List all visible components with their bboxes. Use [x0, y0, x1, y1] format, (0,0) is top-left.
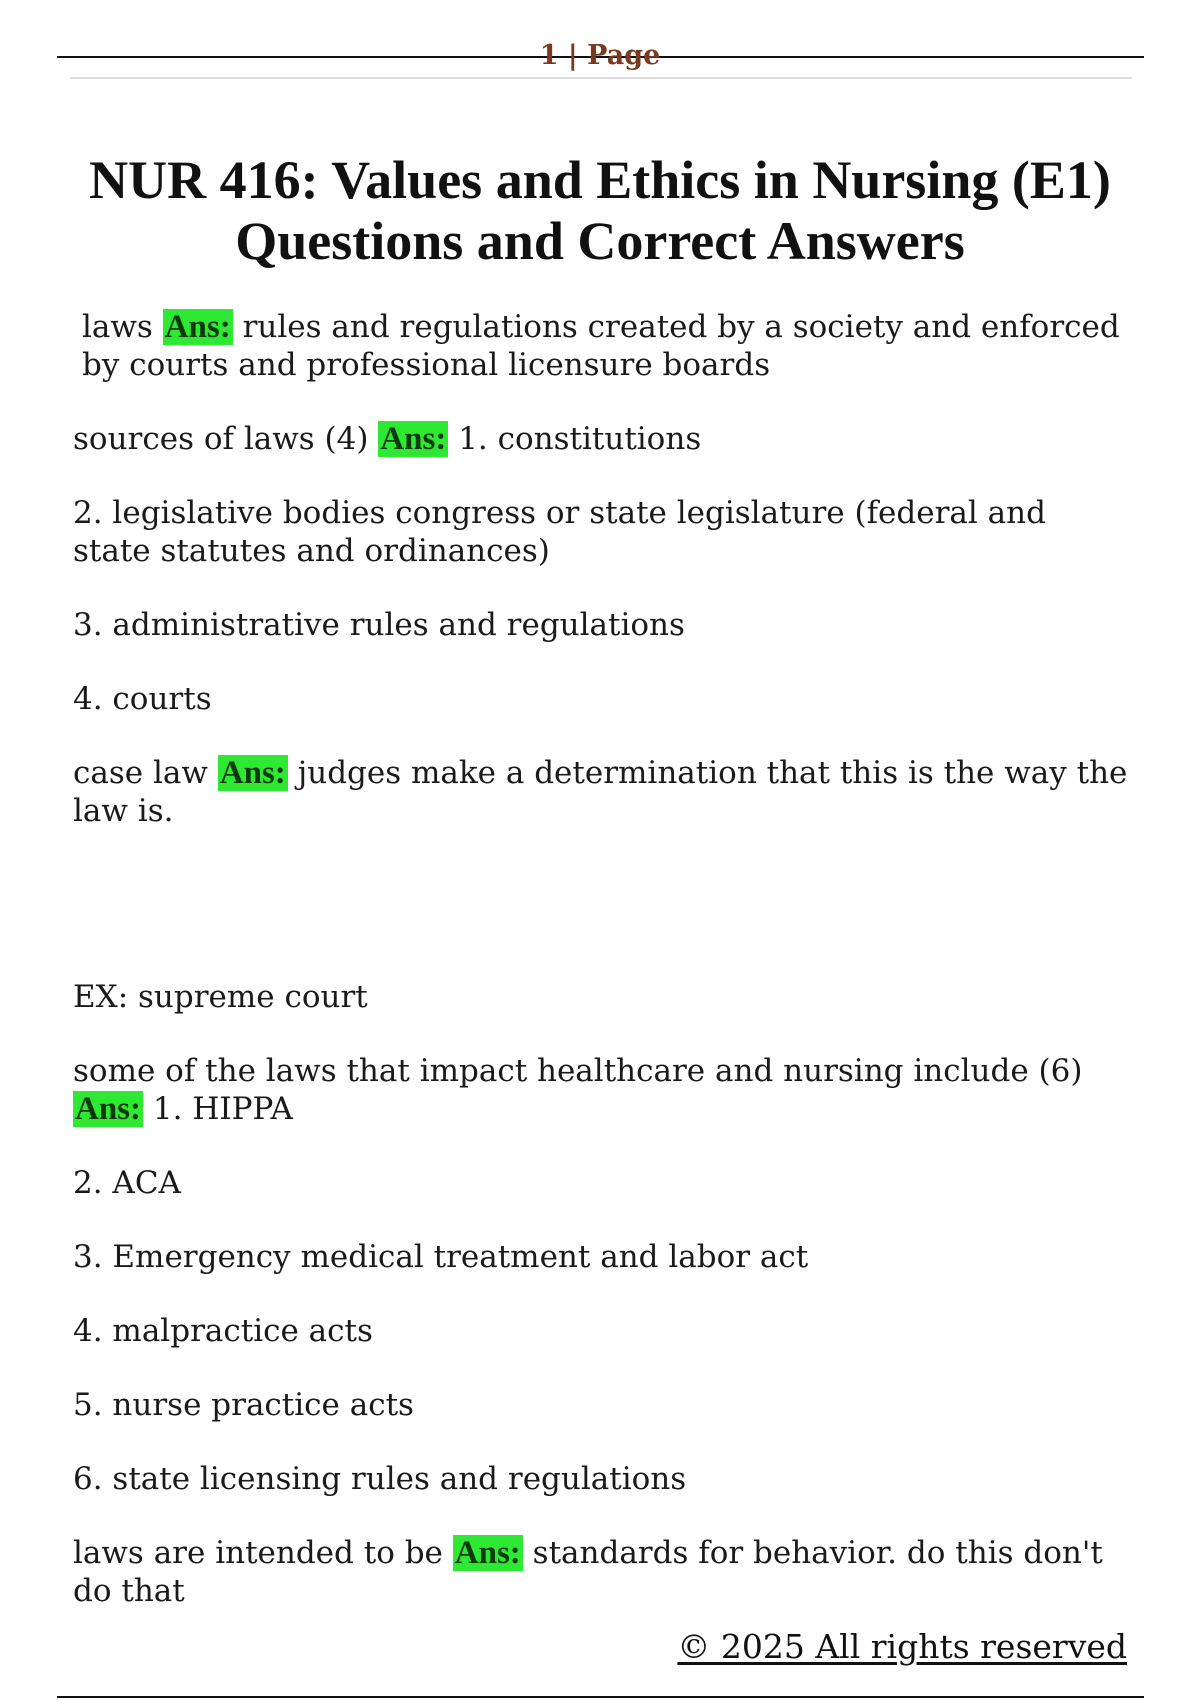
document-title: [60, 150, 1140, 272]
answer-text: judges make a determination that this is the way the law is.: [73, 755, 1128, 829]
qa-item: [73, 754, 1133, 830]
answer-text: standards for behavior. do this don't do that: [73, 1535, 1103, 1609]
answer-text: rules and regulations created by a society and enforced by courts and professional licensure boards: [82, 309, 1120, 383]
answer-highlight: Ans:: [454, 1535, 521, 1571]
qa-item: [73, 308, 1133, 384]
copyright-notice: © 2025 All rights reserved: [677, 1627, 1127, 1666]
example-text: EX: supreme court: [73, 979, 368, 1015]
question-text: case law: [73, 755, 208, 791]
qa-item: [73, 420, 1133, 458]
page-number: 1 | Page: [539, 40, 661, 71]
question-text: sources of laws (4): [73, 421, 369, 457]
document-body: [73, 308, 1133, 1646]
list-item: 2. ACA: [73, 1165, 181, 1201]
answer-text: 1. HIPPA: [152, 1091, 293, 1127]
question-text: laws are intended to be: [73, 1535, 443, 1571]
answer-highlight: Ans:: [380, 421, 447, 457]
answer-highlight: Ans:: [219, 755, 286, 791]
title-line-1: NUR 416: Values and Ethics in Nursing (E1): [89, 150, 1111, 210]
answer-highlight: Ans:: [75, 1091, 142, 1127]
answer-highlight: Ans:: [164, 309, 231, 345]
list-item: 4. courts: [73, 681, 212, 717]
footer-rule: [57, 1696, 1144, 1698]
question-text: some of the laws that impact healthcare and nursing include (6): [73, 1053, 1083, 1089]
list-item: 6. state licensing rules and regulations: [73, 1461, 687, 1497]
qa-item: [73, 1052, 1133, 1128]
header-rule-secondary: [70, 77, 1132, 79]
question-text: laws: [82, 309, 153, 345]
blank-space: [73, 866, 1133, 978]
list-item: 4. malpractice acts: [73, 1313, 373, 1349]
list-item: 3. Emergency medical treatment and labor act: [73, 1239, 809, 1275]
list-item: 5. nurse practice acts: [73, 1387, 414, 1423]
list-item: 2. legislative bodies congress or state legislature (federal and state statutes and ordinances): [73, 495, 1046, 569]
page-header: [0, 0, 1200, 90]
qa-item: [73, 1534, 1133, 1610]
list-item: 3. administrative rules and regulations: [73, 607, 685, 643]
title-line-2: Questions and Correct Answers: [235, 211, 965, 271]
answer-text: 1. constitutions: [458, 421, 702, 457]
